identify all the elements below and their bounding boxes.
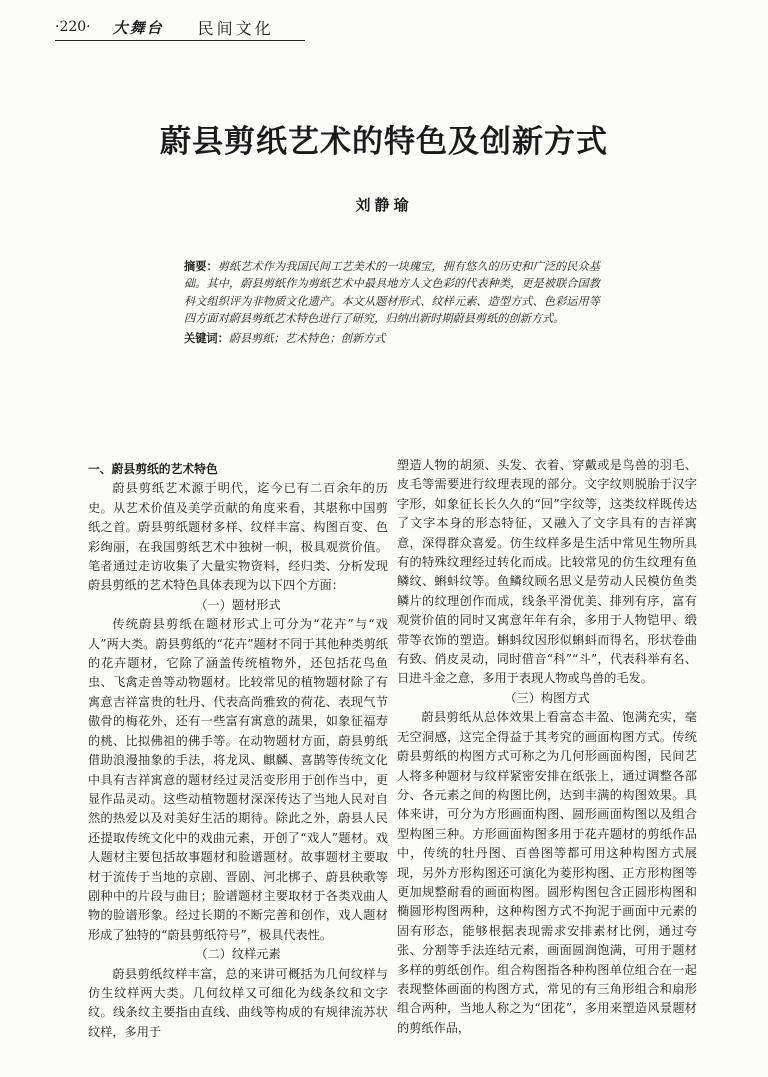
keywords-text: 蔚县剪纸；艺术特色；创新方式 [228, 331, 386, 345]
body-paragraph: 蔚县剪纸纹样丰富，总的来讲可概括为几何纹样与仿生纹样两大类。几何纹样又可细化为线条纹和文字纹。线条纹主要指由直线、曲线等构成的有规律流苏状纹样，多用于 [88, 966, 388, 1039]
body-paragraph: 蔚县剪纸艺术源于明代，迄今已有二百余年的历史。从艺术价值及美学贡献的角度来看，其堪称中国剪纸之首。蔚县剪纸题材多样、纹样丰富、构图百变、色彩绚丽，在我国剪纸艺术中独树一帜，极具观赏价值。笔者通过走访收集了大量实物资料，经归类、分析发现蔚县剪纸的艺术特色具体表现为以下四个方面： [88, 481, 388, 593]
subsection-heading: （三）构图方式 [504, 690, 590, 705]
abstract-paragraph [184, 258, 600, 328]
section-heading: 一、蔚县剪纸的艺术特色 [88, 462, 218, 476]
subsection-heading: （二）纹样元素 [195, 947, 281, 962]
body-paragraph: 蔚县剪纸从总体效果上看富态丰盈、饱满充实，毫无空洞感，这完全得益于其考究的画面构图方式。传统蔚县剪纸的构图方式可称之为几何形画面构图，民间艺人将多种题材与纹样紧密安排在纸张上，通过调整各部分、各元素之间的构图比例，达到丰满的构图效果。具体来讲，可分为方形画面构图、圆形画面构图以及组合型构图三种。方形画面构图多用于花卉题材的剪纸作品中，传统的牡丹图、百兽图等都可用这种构图方式展现，另外方形构图还可演化为菱形构图、正方形构图等更加规整耐看的画面构图。圆形构图包含正圆形构图和椭圆形构图两种，这种构图方式不拘泥于画面中元素的固有形态，能够根据表现需求安排素材比例，通过夸张、分割等手法连结元素，画面圆润饱满，可用于题材多样的剪纸创作。组合构图指各种构图单位组合在一起表现整体画面的构图方式，常见的有三角形组合和扇形组合两种，当地人称之为“团花”，多用来塑造风景题材的剪纸作品， [397, 710, 697, 1035]
journal-name: 大舞台 [112, 18, 164, 37]
page-number: ·220· [55, 19, 91, 35]
abstract [184, 258, 600, 347]
body-column-left [88, 460, 388, 1042]
body-paragraph: 塑造人物的胡须、头发、衣着、穿戴或是鸟兽的羽毛、皮毛等需要进行纹理表现的部分。文字纹则脱胎于汉字字形，如象征长长久久的“回”字纹等，这类纹样既传达了文字本身的形态特征，又融入了文字具有的吉祥寓意，深得群众喜爱。仿生纹样多是生活中常见生物所具有的特殊纹理经过转化而成。比较常见的仿生纹理有鱼鳞纹、蝌蚪纹等。鱼鳞纹顾名思义是劳动人民模仿鱼类鳞片的纹理创作而成，线条平滑优美、排列有序，富有观赏价值的同时又寓意年年有余，多用于人物铠甲、缎带等衣饰的塑造。蝌蚪纹因形似蝌蚪而得名，形状卷曲有致、俏皮灵动，同时借音“科”“斗”，代表科举有名、日进斗金之意，多用于表现人物或鸟兽的毛发。 [397, 458, 697, 686]
abstract-text: 剪纸艺术作为我国民间工艺美术的一块瑰宝，拥有悠久的历史和广泛的民众基础。其中，蔚县剪纸作为剪纸艺术中最具地方人文色彩的代表种类，更是被联合国教科文组织评为非物质文化遗产。本文从题材形式、纹样元素、造型方式、色彩运用等四方面对蔚县剪纸艺术特色进行了研究，归纳出新时期蔚县剪纸的创新方式。 [184, 260, 600, 326]
keywords-label: 关键词： [184, 330, 229, 345]
subsection-heading: （一）题材形式 [195, 597, 281, 612]
abstract-label: 摘要： [184, 259, 218, 273]
article-author: 刘静瑜 [355, 196, 413, 214]
body-column-right [397, 456, 697, 1038]
keywords-line [184, 330, 600, 347]
running-header [55, 14, 305, 41]
column-name: 民间文化 [197, 18, 274, 38]
body-paragraph: 传统蔚县剪纸在题材形式上可分为“花卉”与“戏人”两大类。蔚县剪纸的“花卉”题材不同于其他种类剪纸的花卉题材，它除了涵盖传统植物外，还包括花鸟鱼虫、飞禽走兽等动物题材。比较常见的植物题材除了有寓意吉祥富贵的牡丹、代表高尚雅致的荷花、表现气节傲骨的梅花外，还有一些富有寓意的蔬果，如象征福寿的桃、比拟佛祖的佛手等。在动物题材方面，蔚县剪纸借助浪漫抽象的手法，将龙凤、麒麟、喜鹊等传统文化中具有吉祥寓意的题材经过灵活变形用于创作当中，更显作品灵动。这些动植物题材深深传达了当地人民对自然的热爱以及对美好生活的期待。除此之外，蔚县人民还提取传统文化中的戏曲元素，开创了“戏人”题材。戏人题材主要包括故事题材和脸谱题材。故事题材主要取材于流传于当地的京剧、晋剧、河北梆子、蔚县秧歌等剧种中的片段与曲目；脸谱题材主要取材于各类戏曲人物的脸谱形象。经过长期的不断完善和创作，戏人题材形成了独特的“蔚县剪纸符号”，极具代表性。 [88, 617, 388, 942]
article-title: 蔚县剪纸艺术的特色及创新方式 [160, 124, 608, 160]
